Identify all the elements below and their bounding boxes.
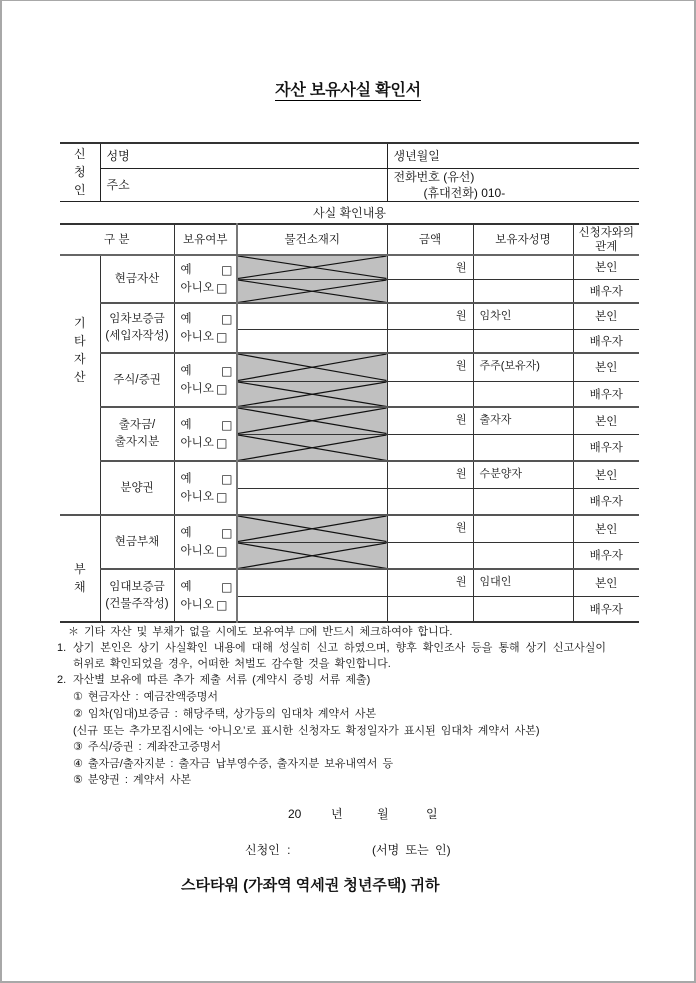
- document-requirement: ③ 주식/증권 : 계좌잔고증명서: [73, 741, 222, 753]
- owner-name-field[interactable]: [473, 303, 573, 329]
- category-label: [100, 353, 174, 407]
- no-label: 아니오: [180, 545, 214, 557]
- amount-field[interactable]: [387, 303, 473, 329]
- category-name: 분양권: [120, 481, 154, 494]
- yes-option[interactable]: [181, 310, 233, 328]
- ownership-options: [174, 569, 237, 622]
- crossed-out-icon: [238, 382, 387, 407]
- address-field[interactable]: [100, 168, 387, 201]
- category-label: [100, 461, 174, 515]
- crossed-out-icon: [238, 280, 387, 303]
- category-name: 주식/증권: [113, 373, 161, 386]
- yes-checkbox[interactable]: □: [221, 312, 233, 326]
- header-relation-line: 관계: [595, 240, 618, 253]
- group-label-text: [60, 256, 100, 386]
- mobile-label: (휴대전화) 010-: [423, 185, 506, 200]
- ownership-options: [174, 255, 237, 303]
- group-label-text: [60, 516, 100, 596]
- document-title: [0, 81, 696, 101]
- group-label-char: 산: [73, 370, 86, 384]
- asset-table: [60, 223, 639, 623]
- header-category: 구 분: [60, 224, 174, 255]
- yes-checkbox[interactable]: □: [221, 579, 233, 594]
- yes-option[interactable]: [181, 416, 233, 434]
- ownership-options: [174, 461, 237, 515]
- category-name: 현금자산: [114, 272, 160, 285]
- phone-label: 전화번호 (유선): [393, 169, 475, 184]
- group-label-liabilities: [60, 515, 100, 622]
- birthdate-field[interactable]: [387, 143, 639, 168]
- header-relation-line: 신청자와의: [578, 226, 635, 239]
- owner-name-field-secondary[interactable]: [473, 434, 573, 461]
- phone-field[interactable]: [387, 168, 639, 201]
- location-field[interactable]: [237, 488, 387, 515]
- relation-label: 배우자: [573, 542, 639, 569]
- note-text: 자산별 보유에 따른 추가 제출 서류 (계약시 증빙 서류 제출): [73, 674, 371, 686]
- yes-option[interactable]: [181, 470, 233, 488]
- recipient: 스타타워 (가좌역 역세권 청년주택) 귀하: [181, 877, 440, 894]
- document-title-text: 자산 보유사실 확인서: [275, 82, 421, 99]
- owner-name-field[interactable]: [473, 569, 573, 596]
- applicant-label-char: 신: [73, 147, 86, 162]
- relation-label: 배우자: [573, 381, 639, 407]
- group-label-other-assets: [60, 255, 100, 515]
- category-name: 임차보증금: [109, 313, 165, 325]
- amount-unit: 원: [455, 576, 467, 588]
- table-row: [60, 407, 639, 434]
- category-label: [100, 569, 174, 622]
- owner-name-field[interactable]: [473, 461, 573, 488]
- location-field[interactable]: [237, 303, 387, 329]
- relation-label: 본인: [573, 407, 639, 434]
- no-label: 아니오: [180, 282, 214, 294]
- date-month-label: 월: [377, 807, 389, 821]
- amount-unit: 원: [455, 468, 467, 480]
- category-name: (세입자작성): [105, 330, 169, 342]
- owner-role-label: 수분양자: [479, 468, 523, 480]
- relation-label: 본인: [573, 461, 639, 488]
- relation-label: 본인: [573, 353, 639, 381]
- no-option[interactable]: [181, 488, 228, 506]
- no-option[interactable]: [181, 542, 228, 560]
- yes-label: 예: [180, 419, 192, 431]
- header-row: [60, 224, 639, 255]
- relation-label: 배우자: [573, 329, 639, 353]
- ownership-options: [174, 353, 237, 407]
- birthdate-label: 생년월일: [393, 148, 440, 163]
- yes-checkbox[interactable]: □: [221, 263, 233, 277]
- document-requirement: (신규 또는 추가모집시에는 ‘아니오’로 표시한 신청자도 확정일자가 표시된 임대차 계약서 사본): [73, 725, 540, 737]
- applicant-table: [60, 142, 639, 202]
- yes-label: 예: [180, 580, 192, 593]
- amount-field[interactable]: [387, 569, 473, 596]
- applicant-label: [60, 143, 100, 201]
- header-amount: 금액: [387, 224, 473, 255]
- no-label: 아니오: [180, 598, 214, 611]
- yes-option[interactable]: [181, 578, 233, 596]
- amount-field[interactable]: [387, 461, 473, 488]
- table-row: [60, 461, 639, 488]
- amount-field[interactable]: [387, 353, 473, 381]
- crossed-out-icon: [238, 408, 387, 434]
- location-field-disabled: [237, 353, 387, 381]
- name-label: 성명: [106, 148, 130, 163]
- group-label-char: 기: [73, 316, 86, 330]
- table-row: [60, 255, 639, 279]
- amount-unit: 원: [455, 360, 467, 372]
- yes-checkbox[interactable]: □: [221, 364, 233, 378]
- document-requirement: ① 현금자산 : 예금잔액증명서: [73, 691, 218, 703]
- category-name: 출자금/: [118, 419, 156, 431]
- owner-role-label: 임차인: [479, 310, 512, 322]
- amount-unit: 원: [455, 522, 467, 534]
- location-field-disabled: [237, 407, 387, 434]
- relation-label: 배우자: [573, 596, 639, 622]
- no-label: 아니오: [180, 383, 214, 395]
- crossed-out-icon: [238, 354, 387, 381]
- category-name: (건물주작성): [105, 597, 169, 610]
- category-label: [100, 407, 174, 461]
- yes-option[interactable]: [181, 524, 233, 542]
- amount-field-secondary[interactable]: [387, 542, 473, 569]
- crossed-out-icon: [238, 543, 387, 569]
- owner-role-label: 주주(보유자): [479, 360, 540, 372]
- document-requirement: ④ 출자금/출자지분 : 출자금 납부영수증, 출자지분 보유내역서 등: [73, 758, 394, 770]
- applicant-label-char: 인: [73, 183, 86, 198]
- location-field-disabled: [237, 542, 387, 569]
- relation-label: 배우자: [573, 488, 639, 515]
- category-label: [100, 303, 174, 353]
- owner-name-field[interactable]: [473, 515, 573, 542]
- header-ownership: 보유여부: [174, 224, 237, 255]
- document-requirement: ② 임차(임대)보증금 : 해당주택, 상가등의 임대차 계약서 사본: [73, 708, 377, 720]
- owner-name-field-secondary[interactable]: [473, 488, 573, 515]
- relation-label: 본인: [573, 255, 639, 279]
- no-option[interactable]: [181, 328, 228, 346]
- no-label: 아니오: [180, 437, 214, 449]
- header-relation: [573, 224, 639, 255]
- note-text: 허위로 확인되었을 경우, 어떠한 처벌도 감수할 것을 확인합니다.: [73, 658, 391, 670]
- yes-option[interactable]: [181, 261, 233, 279]
- location-field-disabled: [237, 279, 387, 303]
- no-option[interactable]: [181, 434, 228, 452]
- amount-field-secondary[interactable]: [387, 381, 473, 407]
- owner-role-label: 출자자: [479, 414, 512, 426]
- note-text: 상기 본인은 상기 사실확인 내용에 대해 성실히 신고 하였으며, 향후 확인조사 등을 통해 상기 신고사실이: [73, 642, 606, 654]
- group-label-char: 채: [73, 580, 86, 594]
- checkbox-notice: ＊ 기타 자산 및 부채가 없을 시에도 보유여부 □에 반드시 체크하여야 합니다.: [68, 626, 453, 638]
- no-checkbox[interactable]: □: [216, 436, 228, 450]
- amount-field-secondary[interactable]: [387, 434, 473, 461]
- signature-label: 신청인 :: [245, 843, 291, 857]
- ownership-options: [174, 407, 237, 461]
- location-field[interactable]: [237, 569, 387, 596]
- table-row: [60, 303, 639, 329]
- date-day-label: 일: [426, 807, 438, 821]
- owner-name-field[interactable]: [473, 407, 573, 434]
- amount-field-secondary[interactable]: [387, 596, 473, 622]
- owner-name-field[interactable]: [473, 353, 573, 381]
- amount-unit: 원: [455, 310, 467, 322]
- note-number: 2.: [57, 674, 67, 686]
- category-name: 임대보증금: [109, 580, 165, 593]
- yes-checkbox[interactable]: □: [221, 526, 233, 540]
- location-field[interactable]: [237, 329, 387, 353]
- amount-field-secondary[interactable]: [387, 488, 473, 515]
- table-row: [60, 569, 639, 596]
- applicant-label-char: 청: [73, 165, 86, 180]
- no-label: 아니오: [180, 331, 214, 343]
- amount-field[interactable]: [387, 407, 473, 434]
- amount-field[interactable]: [387, 515, 473, 542]
- category-name: 출자지분: [114, 436, 160, 448]
- location-field-disabled: [237, 515, 387, 542]
- no-option[interactable]: [181, 279, 228, 297]
- ownership-options: [174, 303, 237, 353]
- category-name: 현금부채: [114, 535, 160, 548]
- relation-label: 본인: [573, 515, 639, 542]
- signature-hint: (서명 또는 인): [372, 843, 451, 857]
- section-title: 사실 확인내용: [313, 206, 386, 220]
- group-label-char: 타: [73, 334, 86, 348]
- document-requirement: ⑤ 분양권 : 계약서 사본: [73, 774, 192, 786]
- category-label: [100, 515, 174, 569]
- no-checkbox[interactable]: □: [216, 597, 228, 612]
- amount-field-secondary[interactable]: [387, 329, 473, 353]
- relation-label: 본인: [573, 569, 639, 596]
- address-label: 주소: [106, 177, 130, 192]
- relation-label: 배우자: [573, 434, 639, 461]
- relation-label: 본인: [573, 303, 639, 329]
- no-option[interactable]: [181, 596, 228, 614]
- owner-name-field-secondary[interactable]: [473, 329, 573, 353]
- location-field[interactable]: [237, 596, 387, 622]
- crossed-out-icon: [238, 516, 387, 542]
- owner-name-field[interactable]: [473, 255, 573, 279]
- amount-unit: 원: [455, 414, 467, 426]
- yes-label: 예: [180, 365, 192, 377]
- no-checkbox[interactable]: □: [216, 330, 228, 344]
- relation-label: 배우자: [573, 279, 639, 303]
- yes-label: 예: [180, 264, 192, 276]
- no-checkbox[interactable]: □: [216, 490, 228, 504]
- group-label-char: 자: [73, 352, 86, 366]
- owner-name-field-secondary[interactable]: [473, 279, 573, 303]
- crossed-out-icon: [238, 435, 387, 461]
- date-year-label: 년: [331, 807, 343, 821]
- ownership-options: [174, 515, 237, 569]
- amount-unit: 원: [455, 262, 467, 274]
- category-label: [100, 255, 174, 303]
- group-label-char: 부: [73, 562, 86, 576]
- no-checkbox[interactable]: □: [216, 544, 228, 558]
- yes-label: 예: [180, 473, 192, 485]
- crossed-out-icon: [238, 256, 387, 279]
- yes-option[interactable]: [181, 362, 233, 380]
- amount-field-secondary[interactable]: [387, 279, 473, 303]
- amount-field[interactable]: [387, 255, 473, 279]
- asset-table-body: [60, 255, 639, 622]
- note-number: 1.: [57, 642, 67, 654]
- location-field-disabled: [237, 434, 387, 461]
- yes-label: 예: [180, 313, 192, 325]
- yes-checkbox[interactable]: □: [221, 472, 233, 486]
- no-checkbox[interactable]: □: [216, 281, 228, 295]
- owner-name-field-secondary[interactable]: [473, 596, 573, 622]
- no-checkbox[interactable]: □: [216, 382, 228, 396]
- name-field[interactable]: [100, 143, 387, 168]
- owner-name-field-secondary[interactable]: [473, 381, 573, 407]
- yes-label: 예: [180, 527, 192, 539]
- header-location: 물건소재지: [237, 224, 387, 255]
- yes-checkbox[interactable]: □: [221, 418, 233, 432]
- table-row: [60, 353, 639, 381]
- location-field[interactable]: [237, 461, 387, 488]
- owner-role-label: 임대인: [479, 576, 512, 588]
- no-option[interactable]: [181, 380, 228, 398]
- no-label: 아니오: [180, 491, 214, 503]
- table-row: [60, 515, 639, 542]
- location-field-disabled: [237, 381, 387, 407]
- header-owner-name: 보유자성명: [473, 224, 573, 255]
- location-field-disabled: [237, 255, 387, 279]
- date-year-prefix: 20: [288, 807, 302, 821]
- owner-name-field-secondary[interactable]: [473, 542, 573, 569]
